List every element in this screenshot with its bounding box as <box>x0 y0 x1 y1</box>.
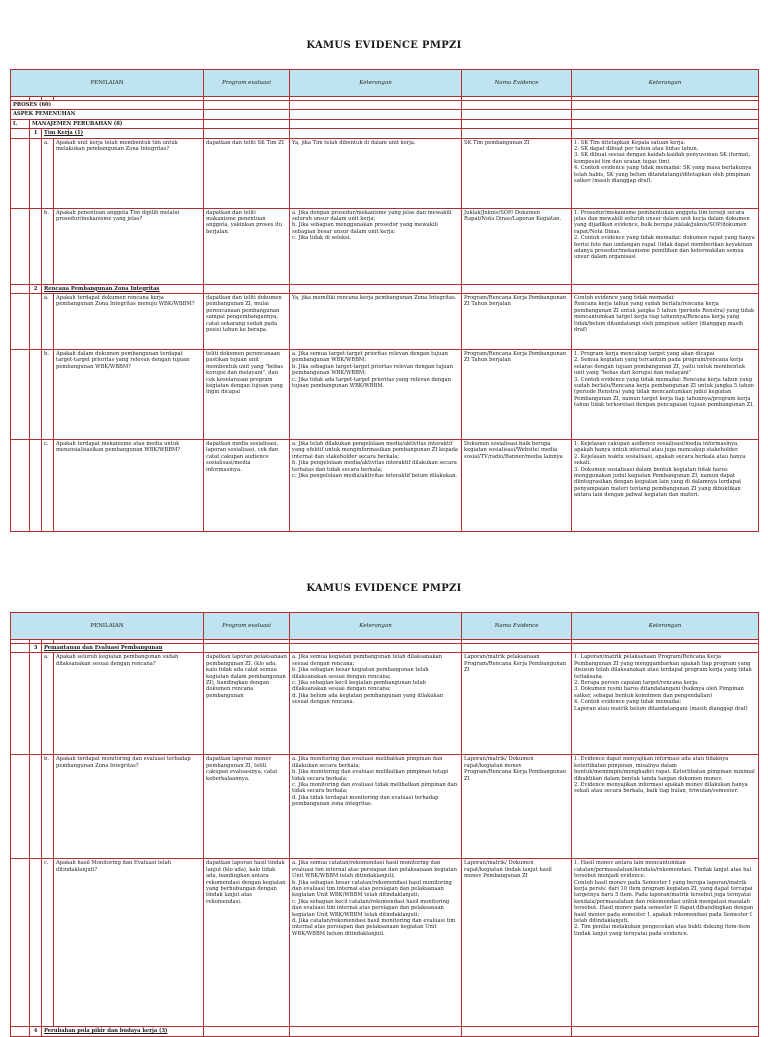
page-title: KAMUS EVIDENCE PMPZI <box>306 583 462 594</box>
table-row <box>11 859 759 1027</box>
table-row <box>11 138 759 208</box>
row-keterangan: a. Jika semua target-target prioritas relevan dengan tujuan pembangunan WBK/WBBM; b. Jika sebagian target-target priortas relevan dengan tujuan pembangunan WBK/WBBM; c. Jika tidak ada target-target prioritas yang relevan dengan tujuan pembangunan WBK/WBBM. <box>290 350 462 440</box>
subsection-tim <box>11 129 759 138</box>
row-keterangan: a. Jika semua kegiatan pembangunan telah dilaksanakan sesuai dengan rencana; b. Jika sebagian besar kegiatan pembangunan telah dilaksanakan sesuai dengan rencana; c. Jika sebagian kecil kegiatan pembangunan telah dilaksanakan sesuai dengan rencana; d. Jika belum ada kegiatan pembangunan yang dilakukan sesuai dengan rencana. <box>290 653 462 755</box>
row-program: dapatkan media sosialisasi, laporan sosialisasi, cek dan catat cakupan audience sosialisasi/media informasinya. <box>204 440 290 532</box>
table-row <box>11 208 759 284</box>
header-penilaian: PENILAIAN <box>11 70 204 97</box>
row-letter: b. <box>42 208 54 284</box>
table-row <box>11 440 759 532</box>
row-question: Apakah terdapat mekanisme atau media untuk mensosialisasikan pembangunan WBK/WBBM? <box>54 440 204 532</box>
row-letter: a. <box>42 138 54 208</box>
row-keterangan: Ya, jika memiliki rencana kerja pembangunan Zona Integritas. <box>290 294 462 350</box>
table-row <box>11 350 759 440</box>
subsection-label: Pemantauan dan Evaluasi Pembangunan <box>42 644 204 653</box>
header-keterangan-2: Keterangan <box>572 613 759 640</box>
row-letter: a. <box>42 653 54 755</box>
row-evidence: Juklak/Juknis/SOP/ Dokumen Rapat/Nota Dinas/Laporan Kegiatan. <box>462 208 572 284</box>
row-keterangan: a. Jika telah dilakukan pengelolaan media/aktivitas interaktif yang efektif untuk menginformasikan pembangunan ZI kepada internal dan stakeholder secara berkala; b. Jika pengelolaan media/aktivitas interaktif dilakukan secara terbatas dan tidak secara berkala; c. Jika pengelolaan media/aktivitas interaktif belum dilakukan. <box>290 440 462 532</box>
row-program: teliti dokumen perencanaan pastikan tujuan unit membentuk unit yang "bebas korupsi dan melayani", dan cek keselarasan program kegiatan dengan tujuan yang ingin dicapai <box>204 350 290 440</box>
subsection-perubahan <box>11 1027 759 1036</box>
row-keterangan-2: Contoh evidence yang tidak memadai: Rencana kerja tahun yang sudah berlalu/rencana kerja pembangunan ZI untuk jangka 5 tahun (periode Renstra) yang tidak mencantumkan target kerja tiap tahunnya/Rencana kerja yang tidak/belum ditandatangi oleh pimpinan satker (dianggap masih draf) <box>572 294 759 350</box>
section-aspek <box>11 110 759 119</box>
row-keterangan-2: 1. SK Tim ditetapkan Kepala satuan kerja. 2. SK dapat dibuat per tahun atau lintas tahun. 3. SK dibuat sesuai dengan kaidah-kaidah penyusunan SK (format, komposisi tim dan uraian tugas tim). 4. Contoh evidence yang tidak memadai: SK yang masa berlakunya telah habis, SK yang belum ditandatangi/ditetapkan oleh pimpinan satker (masih dianggap draf). <box>572 138 759 208</box>
row-question: Apakah unit kerja telah membentuk tim untuk melakukan pembangunan Zona Integritas? <box>54 138 204 208</box>
row-letter: a. <box>42 294 54 350</box>
subsection-number: 4 <box>30 1027 42 1036</box>
header-keterangan-2: Keterangan <box>572 70 759 97</box>
subsection-number: 2 <box>30 284 42 293</box>
header-penilaian: PENILAIAN <box>11 613 204 640</box>
section-label: PROSES (60) <box>11 101 204 110</box>
row-keterangan-2: 1. Prosedur/mekanisme pembentukan anggota tim terseji secara jelas dan mewakili seluruh unsur dalam unit kerja dalam dokumen yang dijadikan evidence, baik berupa juklak/juknis/SOP/dokumen rapat/Nota Dinas. 2. Contoh evidence yang tidak memadai: dokumen rapat yang hanya berisi foto dan undangan rapat (tidak dapat memberikan keyakinan adanya prosedur/mekanisme pemilihan dan keterwakilan semua unsur dalam organisasi <box>572 208 759 284</box>
row-keterangan-2: 1. Program kerja mencakup target yang akan dicapai 2. Semua kegiatan yang tercantum pada program/rencana kerja selaras dengan tujuan pembangunan ZI, yaitu untuk membentuk unit yang "bebas dari korupsi dan melayani" 3. Contoh evidence yang tidak memadai: Rencana kerja tahun yang sudah berlalu/Rencana kerja pembangunan ZI untuk jangka 5 tahun (periode Renstra) yang tidak mencantumkan judul kegiatan Pembangunan ZI, namun target kerja tiap tahunnya/program kerja tahun tidak terkorelasi dengan pencapaian tujuan pembangunan ZI. <box>572 350 759 440</box>
row-program: dapatkan dan teliti dokumen pembangunan ZI, mulai perencanaan pembangunan sampai pengembangannya, catat sekarang sudah pada posisi tahun ke berapa. <box>204 294 290 350</box>
table-row <box>11 755 759 859</box>
page-title: KAMUS EVIDENCE PMPZI <box>306 40 462 51</box>
table-row <box>11 653 759 755</box>
row-keterangan-2: 1. Evidence dapat menyajikan informasi ada atau tidaknya keterlibatan pimpinan, misalnya dalam bentuk/memimpin/menghadiri rapat. Keterlibatan pimpinan minimal dibuktikan dalam bentuk tanda tangan dokumen monev. 2. Evidence menyajikan informasi apakah monev dilakukan hanya sekali atau secara berkala, baik tiap bulan, triwulan/semester. <box>572 755 759 859</box>
row-keterangan-2: 1. Hasil monev antara lain mencantumkan catatan/permasalahan/kendala/rekomendasi. Tindak lanjut atas hal tersebut menjadi evidence. Contoh hasil monev pada Semester I yang berupa laporan/matrik kerja persis: dari 10 item program kegiatan ZI, yang dapat tercapai targetnya baru 5 item. Pada laporan/matrik tersebut juga ternyatai kendala/permasalahan dan rekomendasi untuk mengatasi masalah tersebut. Hasil monev pada semester II dapat dibandingkan dengan hasil monev pada semester I, apakah rekomendasi pada Semester I telah ditindaklanjuti. 2. Tim penilai melakukan pengecekan atas bukti dukung item-item tindak lanjut yang ternyatai pada evidence. <box>572 859 759 1027</box>
row-program: dapatkan dan teliti makanisme penentuan anggota, yakinkan proses itu berjalan. <box>204 208 290 284</box>
table-row <box>11 294 759 350</box>
row-program: dapatkan dan teliti SK Tim ZI <box>204 138 290 208</box>
row-program: dapatkan laporan monev pembangunan ZI, teliti cakupan evaluasinya, catat keberkalaannya. <box>204 755 290 859</box>
section-manajemen <box>11 119 759 128</box>
row-keterangan: a. Jika semua catatan/rekomendasi hasil monitoring dan evaluasi tim internal atas persiapan dan pelaksanaan kegiatan Unit WBK/WBBM telah ditindaklanjuti; b. Jika sebagian besar catatan/rekomendasi hasil monitoring dan evaluasi tim internal atas persiapan dan pelaksanaan kegiatan Unit WBK/WBBM telah ditindaklanjuti; c. Jika sebagian kecil catatan/rekomendasi hasil monitoring dan evaluasi tim internal atas persiapan dan pelaksanaan kegiatan Unit WBK/WBBM telah ditindaklanjuti; d. Jika catatan/rekomendasi hasil monitoring dan evaluasi tim internal atas persiapan dan pelaksanaan kegiatan Unit WBK/WBBM belum ditindaklanjuti. <box>290 859 462 1027</box>
subsection-label: Perubahan pola pikir dan budaya kerja (3) <box>42 1027 204 1036</box>
section-proses <box>11 101 759 110</box>
row-question: Apakah dalam dokumen pembangunan terdapat target-target prioritas yang relevan dengan tujuan pembangunan WBK/WBBM? <box>54 350 204 440</box>
row-evidence: Laporan/matrik/ Dokumen rapat/kegiatan monev Program/Rencana Kerja Pembangunan ZI <box>462 755 572 859</box>
row-keterangan: a. Jika dengan prosedur/mekanisme yang jelas dan mewakili seluruh unsur dalam unit kerja; b. Jika sebagian menggunakan prosedur yang mewakili sebagian besar unsur dalam unit kerja; c. Jika tidak di seleksi. <box>290 208 462 284</box>
row-evidence: Laporan/matrik/ Dokumen rapat/kegiatan tindak lanjut hasil monev Pembangunan ZI <box>462 859 572 1027</box>
evidence-table <box>10 69 759 532</box>
table-header <box>11 613 759 640</box>
subsection-label: Rencana Pembangunan Zona Integritas <box>42 284 204 293</box>
header-nama-evidence: Nama Evidence <box>462 70 572 97</box>
section-label: MANAJEMEN PERUBAHAN (8) <box>30 119 204 128</box>
subsection-pemantauan <box>11 644 759 653</box>
section-label: ASPEK PEMENUHAN <box>11 110 204 119</box>
row-keterangan: Ya, jika Tim telah dibentuk di dalam unit kerja. <box>290 138 462 208</box>
section-number: I. <box>11 119 30 128</box>
row-evidence: Laporan/matrik pelaksanaan Program/Rencana Kerja Pembangunan ZI <box>462 653 572 755</box>
row-letter: b. <box>42 755 54 859</box>
row-letter: c. <box>42 440 54 532</box>
row-question: Apakah seluruh kegiatan pembangunan sudah dilaksanakan sesuai dengan rencana? <box>54 653 204 755</box>
row-evidence: SK Tim pembangunan ZI <box>462 138 572 208</box>
subsection-rencana <box>11 284 759 293</box>
subsection-label: Tim Kerja (1) <box>42 129 204 138</box>
table-header <box>11 70 759 97</box>
row-question: Apakah hasil Monitoring dan Evaluasi telah ditindaklanjuti? <box>54 859 204 1027</box>
row-letter: b. <box>42 350 54 440</box>
header-program: Program evaluasi <box>204 70 290 97</box>
row-evidence: Program/Rencana Kerja Pembangunan ZI Tahun berjalan <box>462 350 572 440</box>
subsection-number: 1 <box>30 129 42 138</box>
header-program: Program evaluasi <box>204 613 290 640</box>
row-question: Apakah penentuan anggota Tim dipilih melalui prosedur/mekanisme yang jelas? <box>54 208 204 284</box>
row-question: Apakah terdapat dokumen rencana kerja pembangunan Zona Integritas menuju WBK/WBBM? <box>54 294 204 350</box>
row-keterangan-2: 1. Laporan/matrik pelaksanaan Program/Rencana Kerja Pembangunan ZI yang menggambarkan apakah tiap program yang disusun telah dilaksanakan atau terdapat program kerja yang tidak terlaksana. 2. Berapa persen capaian target/rencana kerja. 3. Dokumen resmi harus ditandatangani (baiknya oleh Pimpinan satker, sebagai bentuk komitmen dan pengendalian) 4. Contoh evidence yang tidak memadai: Laporan atau matrik belum ditandatangani (masih dianggap draf) <box>572 653 759 755</box>
row-letter: c. <box>42 859 54 1027</box>
header-nama-evidence: Nama Evidence <box>462 613 572 640</box>
header-keterangan: Keterangan <box>290 70 462 97</box>
row-question: Apakah terdapat monitoring dan evaluasi terhadap pembangunan Zona Integritas? <box>54 755 204 859</box>
row-program: dapatkan laporan pelaksanaan pembangunan ZI, (klo ada, kalo tidak ada catat semua kegiatan dalam pembangunan ZI), bandingkan dengan dokumen rencana pembangunan <box>204 653 290 755</box>
row-evidence: Dokumen sosialisasi baik berupa kegiatan sosialisasi/Website/ media sosial/TV/radio/Banner/media lainnya <box>462 440 572 532</box>
subsection-number: 3 <box>30 644 42 653</box>
row-evidence: Program/Rencana Kerja Pembangunan ZI Tahun berjalan <box>462 294 572 350</box>
row-keterangan: a. Jika monitoring dan evaluasi melibatkan pimpinan dan dilakukan secara berkala; b. Jika monitoring dan evaluasi melibatkan pimpinan tetapi tidak secara berkala; c. Jika monitoring dan evaluasi tidak melibatkan pimpinan dan tidak secara berkala; d. Jika tidak terdapat monitoring dan evaluasi terhadap pembangunan zona integritas. <box>290 755 462 859</box>
evidence-table <box>10 612 759 1037</box>
header-keterangan: Keterangan <box>290 613 462 640</box>
row-program: dapatkan laporan hasil tindak lanjut (klo ada), kalo tidak ada, bandingkan antara rekomendasi dengan kegiatan yang berhubungan dengan tindak lanjut atas rekomendasi. <box>204 859 290 1027</box>
row-keterangan-2: 1. Kejelasan cakupan audience sosialisasi/media informasinya, apakah hanya untuk internal atau juga mencakup stakeholder. 2. Kejelasan waktu sosialisasi, apakah secara berkala atau hanya sekali. 3. Dokumen sosialisasi dalam bentuk kegiatan tidak harus menggunakan judul kegiatan Pembangunan ZI, namun dapat diintegrasikan dengan kegiatan lain yang di dalamnya terdapat penyampaian materi tentang pembangunan ZI yang dibuktikan antara lain dengan jadwal kegiatan dan materi. <box>572 440 759 532</box>
